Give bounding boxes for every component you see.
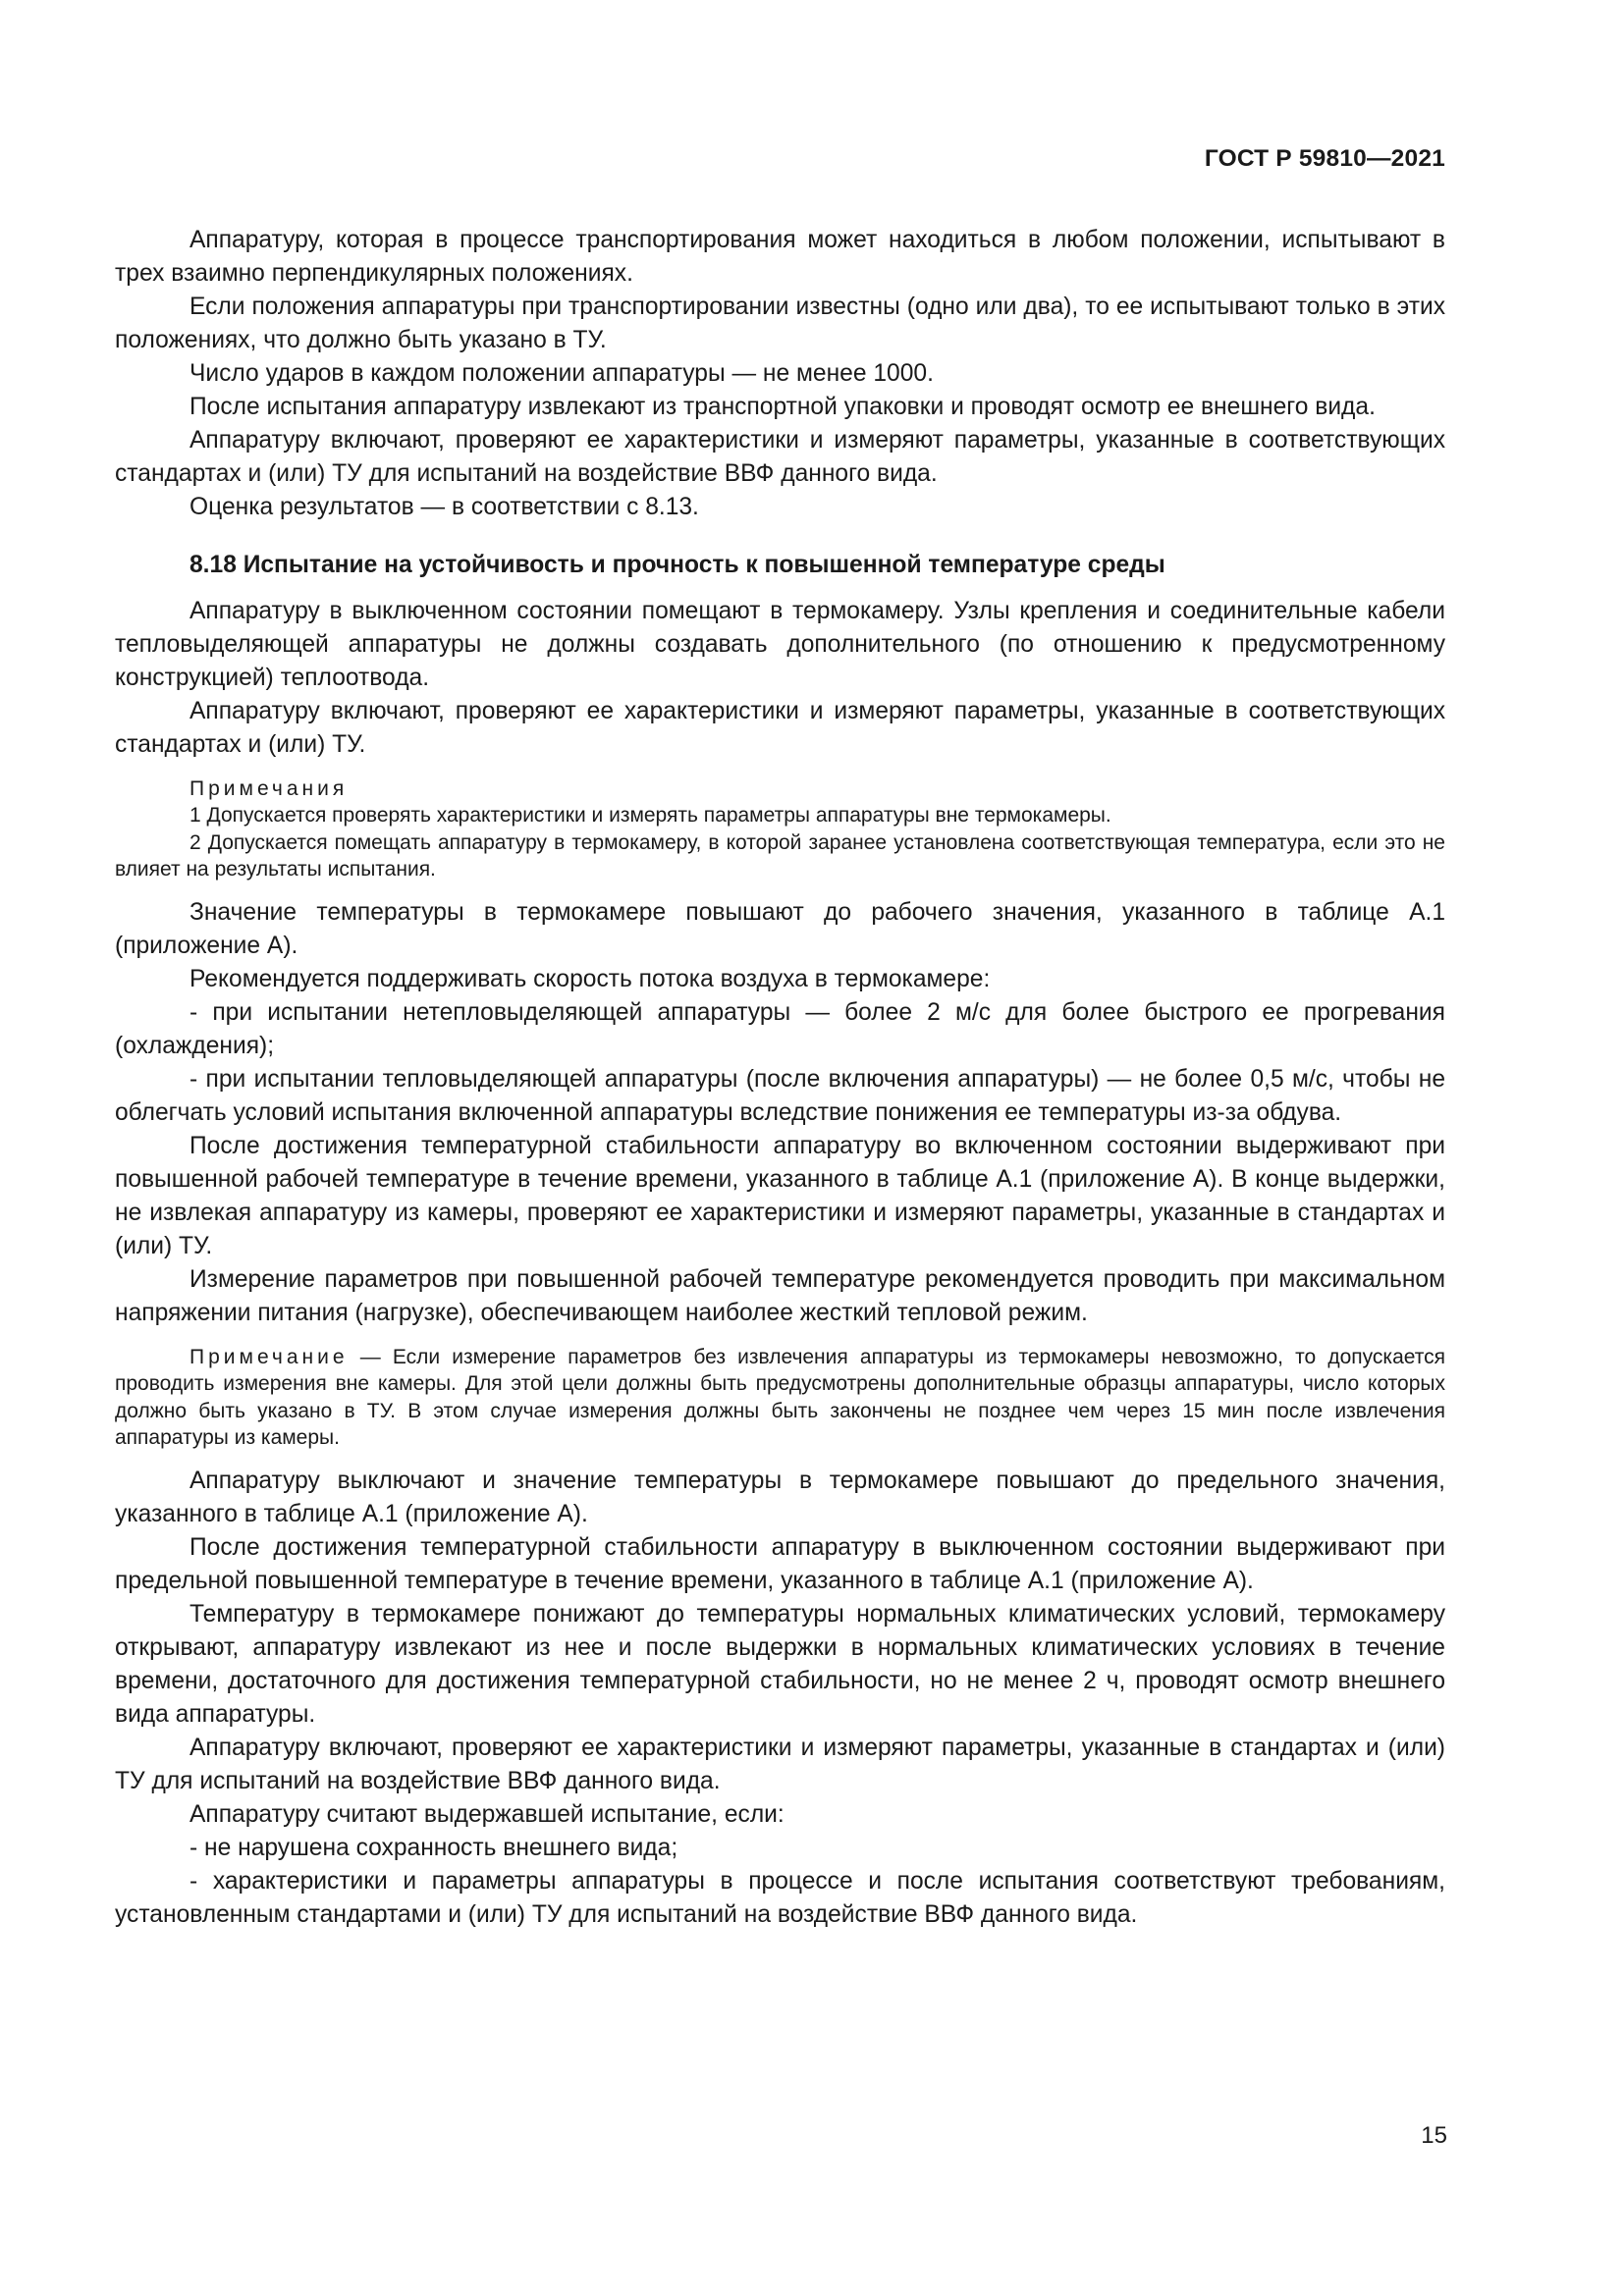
paragraph: Аппаратуру в выключенном состоянии помещают в термокамеру. Узлы крепления и соединительные кабели тепловыделяющей аппаратуры не должны создавать дополнительного (по отношению к предусмотренному конструкцией) теплоотвода. (115, 598, 1445, 691)
paragraph: Оценка результатов — в соответствии с 8.13. (189, 494, 699, 520)
page-content (115, 224, 1445, 1932)
paragraph: Рекомендуется поддерживать скорость потока воздуха в термокамере: (189, 965, 991, 992)
paragraph: После достижения температурной стабильности аппаратуру во включенном состоянии выдерживают при повышенной рабочей температуре в течение времени, указанного в таблице А.1 (приложение А). В конце выдержки, не извлекая аппаратуру из камеры, проверяют ее характеристики и измеряют параметры, указанные в стандартах и (или) ТУ. (115, 1132, 1445, 1259)
section-heading: 8.18 Испытание на устойчивость и прочность к повышенной температуре среды (189, 552, 1165, 578)
paragraph: Аппаратуру включают, проверяют ее характеристики и измеряют параметры, указанные в соответствующих стандартах и (или) ТУ для испытаний на воздействие ВВФ данного вида. (115, 427, 1445, 487)
standard-header: ГОСТ Р 59810—2021 (1204, 145, 1445, 172)
notes-title: Примечания (189, 777, 349, 800)
paragraph: Измерение параметров при повышенной рабочей температуре рекомендуется проводить при максимальном напряжении питания (нагрузке), обеспечивающем наиболее жесткий тепловой режим. (115, 1265, 1445, 1326)
paragraph: Аппаратуру включают, проверяют ее характеристики и измеряют параметры, указанные в соответствующих стандартах и (или) ТУ. (115, 698, 1445, 758)
paragraph: Аппаратуру считают выдержавшей испытание, если: (189, 1800, 785, 1828)
paragraph: Аппаратуру, которая в процессе транспортирования может находиться в любом положении, испытывают в трех взаимно перпендикулярных положениях. (115, 227, 1445, 287)
paragraph: Если положения аппаратуры при транспортировании известны (одно или два), то ее испытывают только в этих положениях, что должно быть указано в ТУ. (115, 294, 1445, 353)
page-number: 15 (1421, 2122, 1447, 2149)
list-item: - характеристики и параметры аппаратуры в процессе и после испытания соответствуют требованиям, установленным стандартами и (или) ТУ для испытаний на воздействие ВВФ данного вида. (115, 1867, 1445, 1928)
list-item: - при испытании нетепловыделяющей аппаратуры — более 2 м/с для более быстрого ее прогревания (охлаждения); (115, 998, 1445, 1059)
paragraph: После испытания аппаратуру извлекают из транспортной упаковки и проводят осмотр ее внешнего вида. (189, 394, 1376, 420)
note-item: 2 Допускается помещать аппаратуру в термокамеру, в которой заранее установлена соответствующая температура, если это не влияет на результаты испытания. (115, 830, 1445, 881)
list-item: - не нарушена сохранность внешнего вида; (189, 1834, 678, 1861)
paragraph: Аппаратуру включают, проверяют ее характеристики и измеряют параметры, указанные в стандартах и (или) ТУ для испытаний на воздействие ВВФ данного вида. (115, 1734, 1445, 1794)
paragraph: Температуру в термокамере понижают до температуры нормальных климатических условий, термокамеру открывают, аппаратуру извлекают из нее и после выдержки в нормальных климатических условиях в течение времени, достаточного для достижения температурной стабильности, но не менее 2 ч, проводят осмотр внешнего вида аппаратуры. (115, 1600, 1445, 1728)
paragraph: Аппаратуру выключают и значение температуры в термокамере повышают до предельного значения, указанного в таблице А.1 (приложение А). (115, 1467, 1445, 1527)
paragraph: Число ударов в каждом положении аппаратуры — не менее 1000. (189, 360, 934, 387)
paragraph: Значение температуры в термокамере повышают до рабочего значения, указанного в таблице А.1 (приложение А). (115, 898, 1445, 959)
note-block (115, 1344, 1445, 1452)
note-text (115, 1344, 1445, 1452)
paragraph: После достижения температурной стабильности аппаратуру в выключенном состоянии выдерживают при предельной повышенной температуре в течение времени, указанного в таблице А.1 (приложение А). (115, 1533, 1445, 1594)
note-label: Примечание (189, 1345, 349, 1368)
note-item: 1 Допускается проверять характеристики и измерять параметры аппаратуры вне термокамеры. (189, 804, 1111, 827)
notes-block (115, 775, 1445, 883)
list-item: - при испытании тепловыделяющей аппаратуры (после включения аппаратуры) — не более 0,5 м/с, чтобы не облегчать условий испытания включенной аппаратуры вследствие понижения ее температуры из-за обдува. (115, 1065, 1445, 1126)
note-body: — Если измерение параметров без извлечения аппаратуры из термокамеры невозможно, то допускается проводить измерения вне камеры. Для этой цели должны быть предусмотрены дополнительные образцы аппаратуры, число которых должно быть указано в ТУ. В этом случае измерения должны быть закончены не позднее чем через 15 мин после извлечения аппаратуры из камеры. (115, 1345, 1445, 1449)
